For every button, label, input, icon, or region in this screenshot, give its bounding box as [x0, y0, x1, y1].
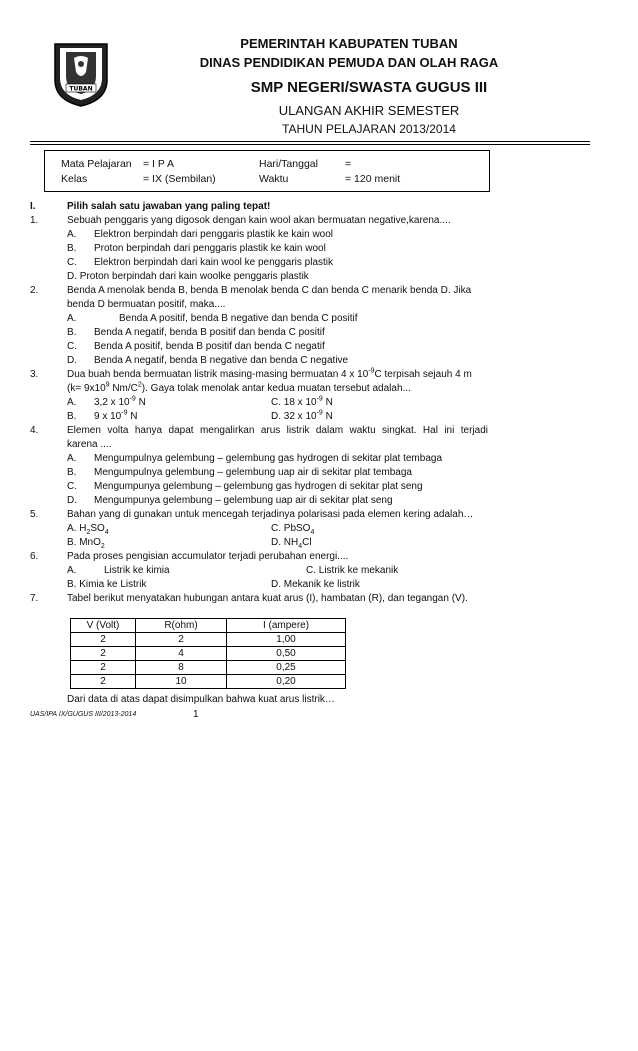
q4-d: Mengumpunya gelembung – gelembung uap air di sekitar plat seng: [94, 495, 393, 506]
q5-number: 5.: [30, 509, 39, 520]
header-divider-top: [30, 141, 590, 142]
q1-c-label: C.: [67, 257, 77, 268]
svg-text:TUBAN: TUBAN: [69, 85, 93, 93]
q3-c: C. 18 x $10^{-9}$ N: [271, 395, 333, 408]
class-value: = IX (Sembilan): [143, 173, 216, 185]
header-exam: ULANGAN AKHIR SEMESTER: [278, 103, 460, 118]
table-cell: 0,25: [227, 661, 346, 675]
time-label: Waktu: [259, 173, 289, 185]
header-department: DINAS PENDIDIKAN PEMUDA DAN OLAH RAGA: [199, 55, 499, 70]
q2-d: Benda A negatif, benda B negative dan benda C negative: [94, 355, 349, 366]
table-cell: 0,20: [227, 675, 346, 689]
section-title: Pilih salah satu jawaban yang paling tepat!: [67, 201, 271, 212]
q1-text: Sebuah penggaris yang digosok dengan kain wool akan bermuatan negative,karena....: [67, 215, 451, 226]
table-header: I (ampere): [227, 619, 346, 633]
q6-a: Listrik ke kimia: [104, 565, 170, 576]
page-number: 1: [193, 709, 199, 720]
q4-b: Mengumpulnya gelembung – gelembung uap air di sekitar plat tembaga: [94, 467, 412, 478]
table-header: R(ohm): [136, 619, 227, 633]
q4-text-1: Elemen volta hanya dapat mengalirkan arus listrik dalam waktu singkat. Hal ini terjadi: [67, 425, 488, 436]
table-row: [71, 647, 346, 661]
q1-a-label: A.: [67, 229, 77, 240]
date-value: =: [345, 158, 352, 170]
q6-b: B. Kimia ke Listrik: [67, 579, 147, 590]
header-year: TAHUN PELAJARAN 2013/2014: [282, 122, 456, 136]
footer-code: UAS/IPA IX/GUGUS III/2013-2014: [30, 711, 137, 718]
q6-c: C. Listrik ke mekanik: [306, 565, 399, 576]
table-cell: 1,00: [227, 633, 346, 647]
table-row: [71, 661, 346, 675]
class-label: Kelas: [61, 173, 88, 185]
q1-d: D. Proton berpindah dari kain woolke penggaris plastik: [67, 271, 309, 282]
q6-a-label: A.: [67, 565, 77, 576]
q2-a: Benda A positif, benda B negative dan benda C positif: [119, 313, 358, 324]
q5-d: D. $NH_4Cl$: [271, 537, 312, 550]
q4-b-label: B.: [67, 467, 77, 478]
q1-b: Proton berpindah dari penggaris plastik ke kain wool: [94, 243, 326, 254]
q1-c: Elektron berpindah dari kain wool ke penggaris plastik: [94, 257, 334, 268]
q3-d: D. 32 x $10^{-9}$ N: [271, 409, 333, 422]
q4-a-label: A.: [67, 453, 77, 464]
q4-d-label: D.: [67, 495, 77, 506]
table-cell: 8: [136, 661, 227, 675]
q2-b: Benda A negatif, benda B positif dan benda C positif: [94, 327, 325, 338]
q7-text: Tabel berikut menyatakan hubungan antara kuat arus (I), hambatan (R), dan tegangan (V).: [67, 593, 468, 604]
q4-number: 4.: [30, 425, 39, 436]
q2-d-label: D.: [67, 355, 77, 366]
q3-number: 3.: [30, 369, 39, 380]
table-cell: 10: [136, 675, 227, 689]
q2-text-2: benda D bermuatan positif, maka....: [67, 299, 226, 310]
q3-text-1: Dua buah benda bermuatan listrik masing-masing bermuatan 4 x $10^{-9}C$ terpisah sejauh 4 m: [67, 367, 472, 380]
q6-d: D. Mekanik ke listrik: [271, 579, 360, 590]
q3-text-2: ($k= 9x10^9$ $Nm/C^2$). Gaya tolak menolak antar kedua muatan tersebut adalah...: [67, 381, 411, 394]
q5-b: B. MnO$_2$: [67, 537, 105, 550]
q1-number: 1.: [30, 215, 39, 226]
q4-text-2: karena ....: [67, 439, 112, 450]
q4-a: Mengumpulnya gelembung – gelembung gas hydrogen di sekitar plat tembaga: [94, 453, 443, 464]
q2-c-label: C.: [67, 341, 77, 352]
q4-c-label: C.: [67, 481, 77, 492]
q7-conclusion: Dari data di atas dapat disimpulkan bahwa kuat arus listrik…: [67, 694, 335, 705]
subject-label: Mata Pelajaran: [61, 158, 132, 170]
table-row: [71, 633, 346, 647]
q6-text: Pada proses pengisian accumulator terjadi perubahan energi....: [67, 551, 349, 562]
q7-number: 7.: [30, 593, 39, 604]
q2-number: 2.: [30, 285, 39, 296]
q1-a: Elektron berpindah dari penggaris plastik ke kain wool: [94, 229, 334, 240]
exam-info-box: [44, 150, 490, 192]
table-cell: 2: [71, 661, 136, 675]
q3-a-label: A.: [67, 397, 77, 408]
header-school: SMP NEGERI/SWASTA GUGUS III: [250, 79, 488, 96]
table-row: [71, 675, 346, 689]
header-government: PEMERINTAH KABUPATEN TUBAN: [240, 36, 458, 51]
header-divider-bottom: [30, 144, 590, 145]
table-header: V (Volt): [71, 619, 136, 633]
q5-text: Bahan yang di gunakan untuk mencegah terjadinya polarisasi pada elemen kering adalah…: [67, 509, 474, 520]
q3-a: 3,2 x $10^{-9}$ N: [94, 395, 146, 408]
q5-a: A. $H_2SO_4$: [67, 523, 109, 536]
q4-c: Mengumpunya gelembung – gelembung gas hydrogen di sekitar plat seng: [94, 481, 423, 492]
q3-b-label: B.: [67, 411, 77, 422]
q1-b-label: B.: [67, 243, 77, 254]
table-header-row: [71, 619, 346, 633]
subject-value: = I P A: [143, 158, 175, 170]
date-label: Hari/Tanggal: [259, 158, 318, 170]
q2-c: Benda A positif, benda B positif dan benda C negatif: [94, 341, 325, 352]
time-value: = 120 menit: [345, 173, 401, 185]
q6-number: 6.: [30, 551, 39, 562]
table-cell: 4: [136, 647, 227, 661]
q2-text-1: Benda A menolak benda B, benda B menolak benda C dan benda C menarik benda D. Jika: [67, 285, 472, 296]
q5-c: C. PbSO$_4$: [271, 523, 315, 536]
table-cell: 2: [71, 633, 136, 647]
table-cell: 2: [136, 633, 227, 647]
table-cell: 0,50: [227, 647, 346, 661]
data-table: [70, 618, 346, 689]
q2-a-label: A.: [67, 313, 77, 324]
table-cell: 2: [71, 647, 136, 661]
q2-b-label: B.: [67, 327, 77, 338]
table-cell: 2: [71, 675, 136, 689]
section-number: I.: [30, 201, 36, 212]
q3-b: 9 x $10^{-9}$ N: [94, 409, 138, 422]
